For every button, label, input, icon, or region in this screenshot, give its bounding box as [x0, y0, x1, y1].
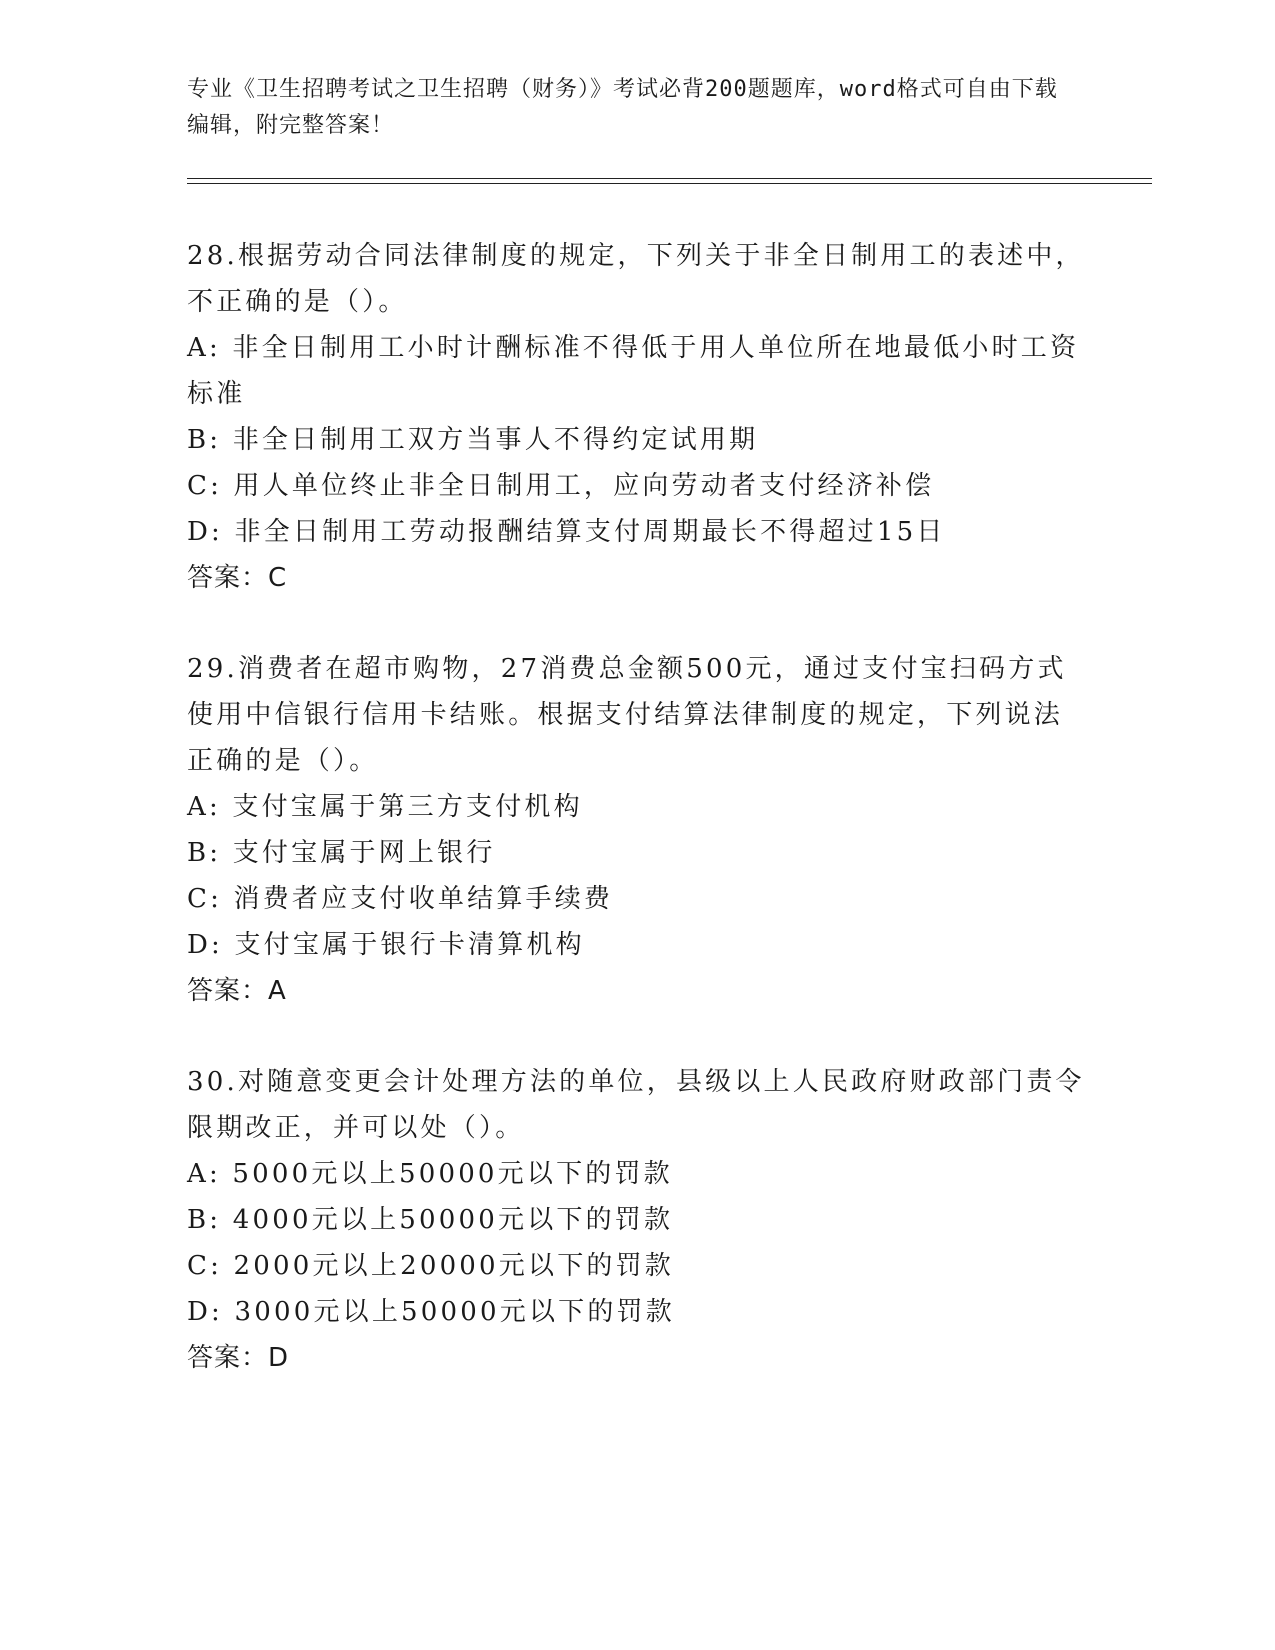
document-header: 专业《卫生招聘考试之卫生招聘（财务）》考试必背200题题库，word格式可自由下载编辑，附完整答案！ — [187, 77, 1058, 138]
option-a: A: 支付宝属于第三方支付机构 — [187, 792, 583, 822]
answer-line: 答案：D — [187, 1343, 290, 1373]
question-list — [187, 233, 1087, 1426]
question-29 — [187, 646, 1087, 1014]
question-stem: 28.根据劳动合同法律制度的规定，下列关于非全日制用工的表述中，不正确的是（）。 — [187, 241, 1085, 317]
question-30 — [187, 1059, 1087, 1381]
option-b: B: 非全日制用工双方当事人不得约定试用期 — [187, 425, 759, 455]
answer-line: 答案：A — [187, 976, 287, 1006]
option-d: D: 3000元以上50000元以下的罚款 — [187, 1297, 675, 1327]
option-c: C: 消费者应支付收单结算手续费 — [187, 884, 614, 914]
option-c: C: 2000元以上20000元以下的罚款 — [187, 1251, 674, 1281]
option-b: B: 支付宝属于网上银行 — [187, 838, 496, 868]
option-c: C: 用人单位终止非全日制用工，应向劳动者支付经济补偿 — [187, 471, 935, 501]
option-d: D: 非全日制用工劳动报酬结算支付周期最长不得超过15日 — [187, 517, 946, 547]
header-divider-bottom — [187, 183, 1152, 184]
option-a: A: 非全日制用工小时计酬标准不得低于用人单位所在地最低小时工资标准 — [187, 333, 1080, 409]
header-divider-top — [187, 178, 1152, 179]
question-stem: 29.消费者在超市购物，27消费总金额500元，通过支付宝扫码方式使用中信银行信用卡结账。根据支付结算法律制度的规定，下列说法正确的是（）。 — [187, 654, 1067, 776]
question-28 — [187, 233, 1087, 601]
option-b: B: 4000元以上50000元以下的罚款 — [187, 1205, 674, 1235]
option-a: A: 5000元以上50000元以下的罚款 — [187, 1159, 673, 1189]
question-stem: 30.对随意变更会计处理方法的单位，县级以上人民政府财政部门责令限期改正，并可以处（）。 — [187, 1067, 1085, 1143]
answer-line: 答案：C — [187, 563, 288, 593]
option-d: D: 支付宝属于银行卡清算机构 — [187, 930, 585, 960]
